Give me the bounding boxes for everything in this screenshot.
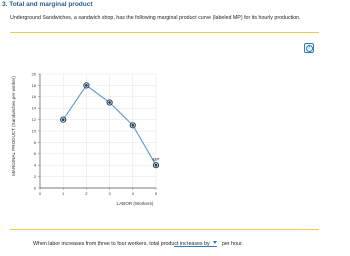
data-point-center: [108, 101, 111, 104]
divider-bottom: [10, 229, 319, 230]
y-tick-label: 18: [31, 82, 36, 88]
question-title: 3. Total and marginal product: [2, 1, 93, 8]
y-tick-label: 4: [33, 162, 36, 168]
y-tick-label: 20: [31, 71, 36, 77]
series-label-mp: MP: [152, 157, 160, 163]
y-tick-label: 6: [33, 151, 36, 157]
data-point-center: [85, 84, 88, 87]
chart-grid: [40, 74, 156, 188]
chart-ticks: [32, 71, 158, 196]
y-tick-label: 14: [31, 105, 36, 111]
y-axis-label: MARGINAL PRODUCT (Sandwiches per worker): [11, 76, 16, 176]
y-tick-label: 2: [33, 174, 36, 179]
y-tick-label: 10: [31, 128, 36, 134]
answer-suffix: per hour.: [222, 241, 243, 247]
chevron-down-icon: [213, 241, 217, 244]
x-axis-label: LABOR (Workers): [116, 201, 154, 206]
answer-question-text: When labor increases from three to four workers, total product increases by: [33, 241, 210, 247]
y-tick-label: 8: [33, 139, 36, 145]
y-tick-label: 16: [31, 94, 36, 100]
x-tick-label: 4: [131, 191, 134, 196]
data-point-center: [155, 164, 158, 167]
x-tick-label: 2: [85, 191, 88, 196]
x-tick-label: 5: [154, 191, 158, 196]
answer-dropdown[interactable]: [174, 240, 217, 247]
y-tick-label: 12: [31, 117, 36, 122]
data-point-center: [62, 118, 65, 121]
y-tick-label: 0: [33, 185, 36, 191]
question-mark-icon: ?: [307, 44, 311, 51]
question-prompt: Underground Sandwiches, a sandwich shop, has the following marginal product curve (labeled MP) for its hourly production.: [10, 15, 301, 21]
x-tick-label: 0: [38, 191, 42, 196]
x-tick-label: 3: [108, 191, 111, 196]
data-point-center: [131, 124, 134, 127]
x-tick-label: 1: [62, 191, 65, 196]
